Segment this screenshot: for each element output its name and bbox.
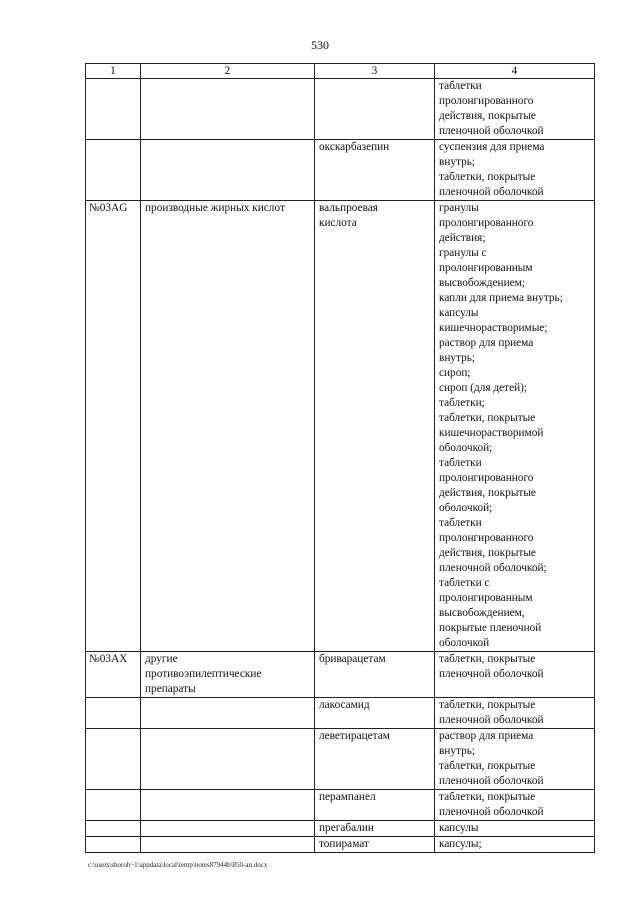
group-name-cell	[141, 698, 315, 729]
dosage-forms-line: пленочной оболочкой	[439, 186, 544, 198]
dosage-forms-line: внутрь;	[439, 352, 476, 364]
drug-name-line: вальпроевая	[319, 202, 378, 214]
dosage-forms-line: внутрь;	[439, 745, 476, 757]
dosage-forms-line: таблетки, покрытые	[439, 791, 536, 803]
page-number: 530	[311, 38, 329, 52]
dosage-forms-line: оболочкой;	[439, 502, 493, 514]
dosage-forms-line: раствор для приема	[439, 337, 534, 349]
dosage-forms-cell	[435, 837, 595, 853]
atc-code-cell: №03AG	[86, 201, 141, 652]
dosage-forms-line: капсулы	[439, 307, 479, 319]
dosage-forms-line: оболочкой	[439, 637, 490, 649]
header-col-2: 2	[141, 64, 315, 79]
dosage-forms-line: таблетки с	[439, 577, 490, 589]
atc-code-cell	[86, 821, 141, 837]
dosage-forms-cell	[435, 79, 595, 140]
drug-name-cell	[315, 140, 435, 201]
dosage-forms-line: капсулы;	[439, 838, 482, 850]
dosage-forms-line: кишечнорастворимой	[439, 427, 544, 439]
dosage-forms-line: действия;	[439, 232, 486, 244]
dosage-forms-line: пролонгированным	[439, 262, 533, 274]
group-name-cell	[141, 201, 315, 652]
drug-name-cell	[315, 821, 435, 837]
atc-code-cell	[86, 837, 141, 853]
file-path-footer: c:\users\shoroh~1\appdata\local\temp\notes87944b\850-an.docx	[88, 861, 268, 869]
dosage-forms-cell	[435, 652, 595, 698]
dosage-forms-line: сироп (для детей);	[439, 382, 528, 394]
drug-name-line: леветирацетам	[319, 730, 390, 742]
drug-name-cell	[315, 698, 435, 729]
dosage-forms-line: таблетки, покрытые	[439, 412, 536, 424]
dosage-forms-line: действия, покрытые	[439, 487, 536, 499]
dosage-forms-line: высвобождением,	[439, 607, 525, 619]
dosage-forms-line: высвобождением;	[439, 277, 525, 289]
dosage-forms-line: таблетки	[439, 457, 482, 469]
group-name-line: производные жирных кислот	[145, 202, 285, 214]
group-name-line: противоэпилептические	[145, 668, 262, 680]
header-col-4: 4	[435, 64, 595, 79]
dosage-forms-line: таблетки, покрытые	[439, 760, 536, 772]
atc-code-cell: №03AX	[86, 652, 141, 698]
dosage-forms-line: пленочной оболочкой	[439, 714, 544, 726]
table-row	[86, 837, 595, 853]
drug-name-cell	[315, 729, 435, 790]
drug-name-line: прегабалин	[319, 822, 374, 834]
group-name-cell	[141, 79, 315, 140]
dosage-forms-line: таблетки, покрытые	[439, 699, 536, 711]
table-row	[86, 790, 595, 821]
atc-code-cell	[86, 698, 141, 729]
dosage-forms-line: пролонгированного	[439, 532, 534, 544]
dosage-forms-line: пролонгированным	[439, 592, 533, 604]
table-row	[86, 652, 595, 698]
dosage-forms-line: кишечнорастворимые;	[439, 322, 548, 334]
dosage-forms-line: оболочкой;	[439, 442, 493, 454]
group-name-cell	[141, 652, 315, 698]
table-row	[86, 79, 595, 140]
dosage-forms-line: гранулы	[439, 202, 479, 214]
table-header-row	[86, 64, 595, 79]
dosage-forms-line: таблетки, покрытые	[439, 653, 536, 665]
dosage-forms-line: пролонгированного	[439, 217, 534, 229]
dosage-forms-cell	[435, 201, 595, 652]
table-row	[86, 821, 595, 837]
dosage-forms-line: таблетки	[439, 80, 482, 92]
header-col-3: 3	[315, 64, 435, 79]
drug-name-line: перампанел	[319, 791, 376, 803]
drug-table	[85, 63, 595, 853]
drug-name-line: лакосамид	[319, 699, 370, 711]
dosage-forms-cell	[435, 698, 595, 729]
header-col-1: 1	[86, 64, 141, 79]
dosage-forms-line: пленочной оболочкой;	[439, 562, 547, 574]
dosage-forms-line: гранулы с	[439, 247, 487, 259]
atc-code-cell	[86, 790, 141, 821]
dosage-forms-line: капли для приема внутрь;	[439, 292, 563, 304]
atc-code-cell	[86, 729, 141, 790]
drug-name-cell	[315, 837, 435, 853]
dosage-forms-line: пролонгированного	[439, 95, 534, 107]
table-row	[86, 698, 595, 729]
dosage-forms-line: покрытые пленочной	[439, 622, 542, 634]
group-name-cell	[141, 140, 315, 201]
drug-name-cell	[315, 201, 435, 652]
atc-code-cell	[86, 79, 141, 140]
drug-name-cell	[315, 790, 435, 821]
dosage-forms-line: пленочной оболочкой	[439, 775, 544, 787]
drug-name-cell	[315, 652, 435, 698]
table-row	[86, 729, 595, 790]
dosage-forms-line: суспензия для приема	[439, 141, 545, 153]
dosage-forms-line: пленочной оболочкой	[439, 668, 544, 680]
dosage-forms-line: действия, покрытые	[439, 547, 536, 559]
group-name-line: препараты	[145, 683, 196, 695]
group-name-cell	[141, 790, 315, 821]
dosage-forms-line: раствор для приема	[439, 730, 534, 742]
table-row	[86, 201, 595, 652]
dosage-forms-cell	[435, 140, 595, 201]
dosage-forms-line: внутрь;	[439, 156, 476, 168]
dosage-forms-line: действия, покрытые	[439, 110, 536, 122]
dosage-forms-line: пленочной оболочкой	[439, 125, 544, 137]
group-name-cell	[141, 821, 315, 837]
dosage-forms-line: таблетки;	[439, 397, 485, 409]
drug-name-line: бриварацетам	[319, 653, 386, 665]
group-name-line: другие	[145, 653, 178, 665]
dosage-forms-line: пленочной оболочкой	[439, 806, 544, 818]
dosage-forms-line: пролонгированного	[439, 472, 534, 484]
dosage-forms-line: таблетки, покрытые	[439, 171, 536, 183]
atc-code-cell	[86, 140, 141, 201]
dosage-forms-cell	[435, 729, 595, 790]
dosage-forms-line: таблетки	[439, 517, 482, 529]
table-row	[86, 140, 595, 201]
drug-name-line: окскарбазепин	[319, 141, 390, 153]
drug-name-line: топирамат	[319, 838, 369, 850]
group-name-cell	[141, 729, 315, 790]
group-name-cell	[141, 837, 315, 853]
dosage-forms-cell	[435, 790, 595, 821]
drug-name-cell	[315, 79, 435, 140]
dosage-forms-line: сироп;	[439, 367, 471, 379]
drug-name-line: кислота	[319, 217, 357, 229]
dosage-forms-line: капсулы	[439, 822, 479, 834]
dosage-forms-cell	[435, 821, 595, 837]
